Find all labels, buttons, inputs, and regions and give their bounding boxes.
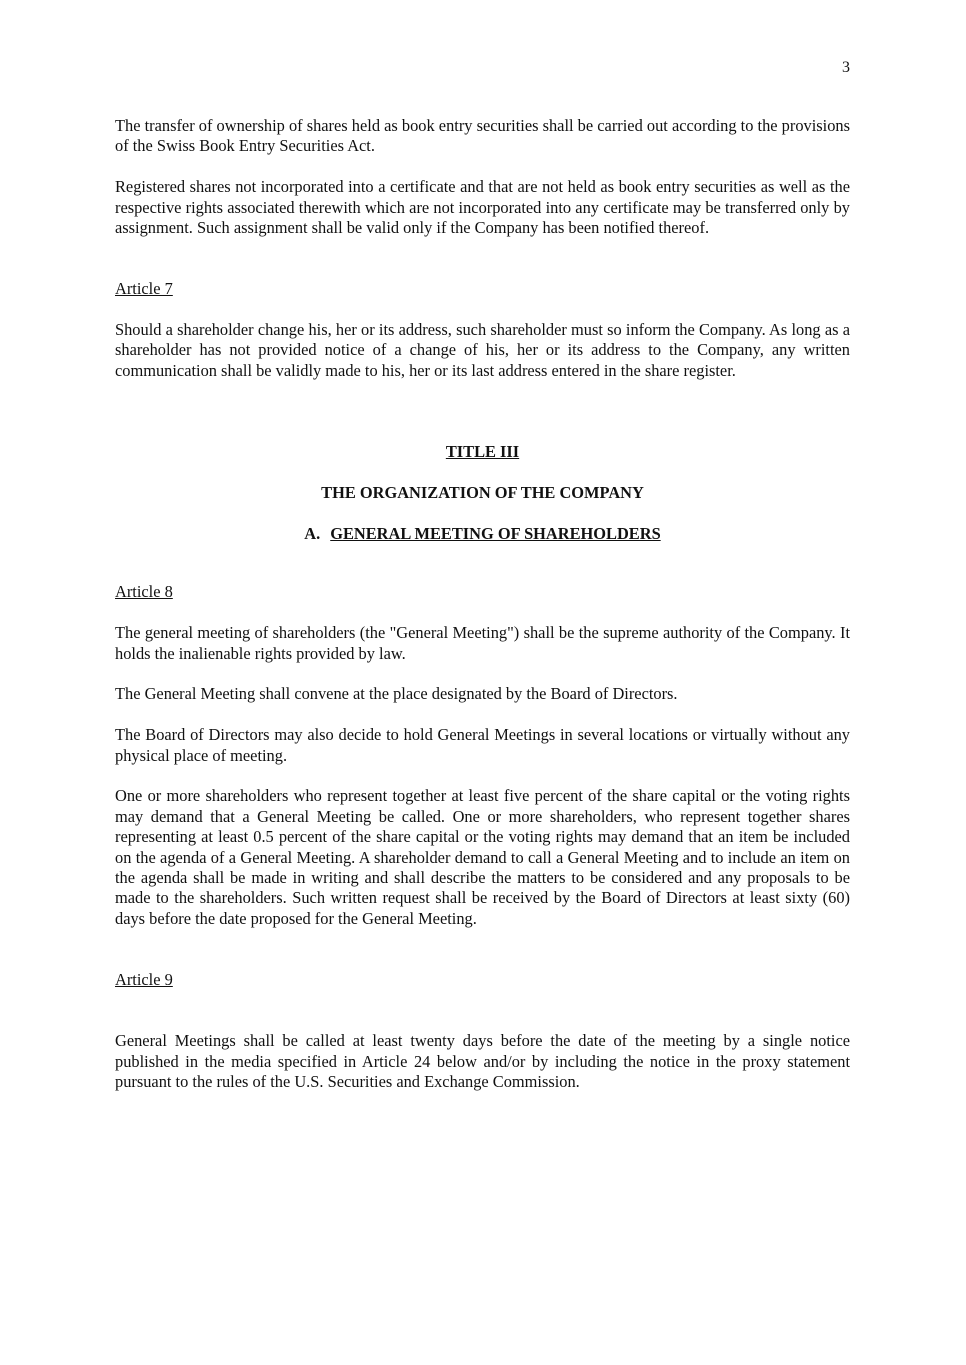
article-8-paragraph-4: One or more shareholders who represent together at least five percent of the share capital or the voting rights may demand that a General Meeting be called. One or more shareholders, who represent together shares representing at least 0.5 percent of the share capital or the voting rights may demand that an item be included on the agenda of a General Meeting. A shareholder demand to call a General Meeting and to include an item on the agenda shall be made in writing and shall describe the matters to be considered and any proposals to be made to the shareholders. Such written request shall be received by the Board of Directors at least sixty (60) days before the date proposed for the General Meeting.	[115, 786, 850, 928]
article-9-paragraph: General Meetings shall be called at least twenty days before the date of the meeting by a single notice published in the media specified in Article 24 below and/or by including the notice in the proxy statement pursuant to the rules of the U.S. Securities and Exchange Commission.	[115, 1031, 850, 1092]
paragraph-registered-shares: Registered shares not incorporated into a certificate and that are not held as book entry securities as well as the respective rights associated therewith which are not incorporated into any certificate may be transferred only by assignment. Such assignment shall be valid only if the Company has been notified thereof.	[115, 177, 850, 238]
page-number: 3	[842, 59, 850, 76]
article-7-heading: Article 7	[115, 279, 173, 299]
article-7-paragraph: Should a shareholder change his, her or its address, such shareholder must so inform the Company. As long as a shareholder has not provided notice of a change of his, her or its address to the Company, any written communication shall be validly made to his, her or its last address entered in the share register.	[115, 320, 850, 380]
paragraph-share-transfer: The transfer of ownership of shares held as book entry securities shall be carried out according to the provisions of the Swiss Book Entry Securities Act.	[115, 116, 850, 156]
article-8-paragraph-1: The general meeting of shareholders (the "General Meeting") shall be the supreme authority of the Company. It holds the inalienable rights provided by law.	[115, 623, 850, 663]
organization-heading: THE ORGANIZATION OF THE COMPANY	[321, 483, 644, 503]
section-a-heading	[115, 524, 850, 544]
title-iii-text: TITLE III	[445, 442, 520, 462]
article-8-paragraph-3: The Board of Directors may also decide to hold General Meetings in several locations or virtually without any physical place of meeting.	[115, 725, 850, 765]
section-a-title: GENERAL MEETING OF SHAREHOLDERS	[330, 524, 661, 544]
document-body	[115, 116, 850, 1092]
article-8-paragraph-2: The General Meeting shall convene at the place designated by the Board of Directors.	[115, 684, 678, 704]
section-a-text	[304, 524, 660, 543]
section-a-letter: A.	[304, 524, 321, 544]
article-9-heading: Article 9	[115, 970, 173, 990]
article-8-heading: Article 8	[115, 582, 173, 602]
title-iii-heading	[115, 442, 850, 462]
